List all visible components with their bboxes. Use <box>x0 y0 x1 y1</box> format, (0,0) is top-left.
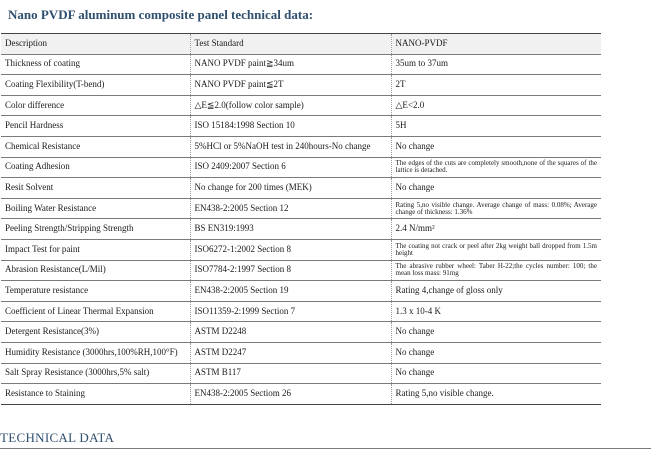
nano-pvdf-cell: Rating 4,change of gloss only <box>391 281 601 302</box>
test-standard-cell: ISO7784-2:1997 Section 8 <box>190 260 391 281</box>
nano-pvdf-cell: The edges of the cuts are completely smooth,none of the squares of the lattice is detached. <box>391 157 601 178</box>
description-cell: Peeling Strength/Stripping Strength <box>1 219 190 240</box>
table-row <box>1 363 601 384</box>
nano-pvdf-cell: No change <box>391 322 601 343</box>
nano-pvdf-cell: 2T <box>391 75 601 96</box>
technical-data-heading: TECHNICAL DATA <box>0 430 115 445</box>
description-cell: Coefficient of Linear Thermal Expansion <box>1 301 190 322</box>
test-standard-cell: EN438-2:2005 Section 19 <box>190 281 391 302</box>
test-standard-cell: BS EN319:1993 <box>190 219 391 240</box>
table-row <box>1 136 601 157</box>
description-cell: Thickness of coating <box>1 54 190 75</box>
test-standard-cell: ASTM B117 <box>190 363 391 384</box>
test-standard-cell: NANO PVDF paint≦2T <box>190 75 391 96</box>
test-standard-cell: 5%HCl or 5%NaOH test in 240hours-No change <box>190 136 391 157</box>
description-cell: Chemical Resistance <box>1 136 190 157</box>
nano-pvdf-header: NANO-PVDF <box>391 34 601 55</box>
technical-data-table <box>1 33 601 405</box>
test-standard-cell: ISO 2409:2007 Section 6 <box>190 157 391 178</box>
nano-pvdf-cell: No change <box>391 178 601 199</box>
description-cell: Temperature resistance <box>1 281 190 302</box>
description-header: Description <box>1 34 190 55</box>
nano-pvdf-cell: 35um to 37um <box>391 54 601 75</box>
description-cell: Abrasion Resistance(L/Mil) <box>1 260 190 281</box>
description-cell: Color difference <box>1 95 190 116</box>
test-standard-cell: ISO6272-1:2002 Section 8 <box>190 239 391 260</box>
nano-pvdf-cell: 1.3 x 10-4 K <box>391 301 601 322</box>
description-cell: Detergent Resistance(3%) <box>1 322 190 343</box>
description-cell: Boiling Water Resistance <box>1 198 190 219</box>
table-row <box>1 198 601 219</box>
test-standard-cell: ASTM D2247 <box>190 342 391 363</box>
test-standard-header: Test Standard <box>190 34 391 55</box>
nano-pvdf-cell: The coating not crack or peel after 2kg weight ball dropped from 1.5m height <box>391 239 601 260</box>
description-cell: Coating Adhesion <box>1 157 190 178</box>
nano-pvdf-cell: 2.4 N/mm² <box>391 219 601 240</box>
table-row <box>1 54 601 75</box>
test-standard-cell: ISO 15184:1998 Section 10 <box>190 116 391 137</box>
table-row <box>1 384 601 405</box>
table-row <box>1 95 601 116</box>
table-row <box>1 322 601 343</box>
nano-pvdf-cell: Rating 5,no visible change. Average change of mass: 0.08%; Average change of thickness: 1.36% <box>391 198 601 219</box>
table-row <box>1 116 601 137</box>
nano-pvdf-cell: No change <box>391 342 601 363</box>
test-standard-cell: EN438-2:2005 Sectiom 26 <box>190 384 391 405</box>
nano-pvdf-cell: No change <box>391 136 601 157</box>
nano-pvdf-cell: No change <box>391 363 601 384</box>
description-cell: Humidity Resistance (3000hrs,100%RH,100°F) <box>1 342 190 363</box>
description-cell: Impact Test for paint <box>1 239 190 260</box>
table-row <box>1 301 601 322</box>
nano-pvdf-cell: The abrasive rubber wheel: Taber H-22;the cycles number: 100; the mean loss mass: 91mg <box>391 260 601 281</box>
description-cell: Resit Solvent <box>1 178 190 199</box>
description-cell: Salt Spray Resistance (3000hrs,5% salt) <box>1 363 190 384</box>
description-cell: Resistance to Staining <box>1 384 190 405</box>
table-row <box>1 157 601 178</box>
test-standard-cell: △E≦2.0(follow color sample) <box>190 95 391 116</box>
description-cell: Pencil Hardness <box>1 116 190 137</box>
table-row <box>1 239 601 260</box>
test-standard-cell: EN438-2:2005 Section 12 <box>190 198 391 219</box>
nano-pvdf-cell: 5H <box>391 116 601 137</box>
test-standard-cell: ISO11359-2:1999 Section 7 <box>190 301 391 322</box>
table-row <box>1 342 601 363</box>
test-standard-cell: No change for 200 times (MEK) <box>190 178 391 199</box>
divider <box>0 448 651 449</box>
test-standard-cell: NANO PVDF paint≧34um <box>190 54 391 75</box>
table-row <box>1 219 601 240</box>
test-standard-cell: ASTM D2248 <box>190 322 391 343</box>
table-header-row <box>1 34 601 55</box>
page-title: Nano PVDF aluminum composite panel technical data: <box>8 7 314 22</box>
table-row <box>1 281 601 302</box>
description-cell: Coating Flexibility(T-bend) <box>1 75 190 96</box>
table-row <box>1 260 601 281</box>
table-row <box>1 178 601 199</box>
table-row <box>1 75 601 96</box>
nano-pvdf-cell: Rating 5,no visible change. <box>391 384 601 405</box>
nano-pvdf-cell: △E<2.0 <box>391 95 601 116</box>
